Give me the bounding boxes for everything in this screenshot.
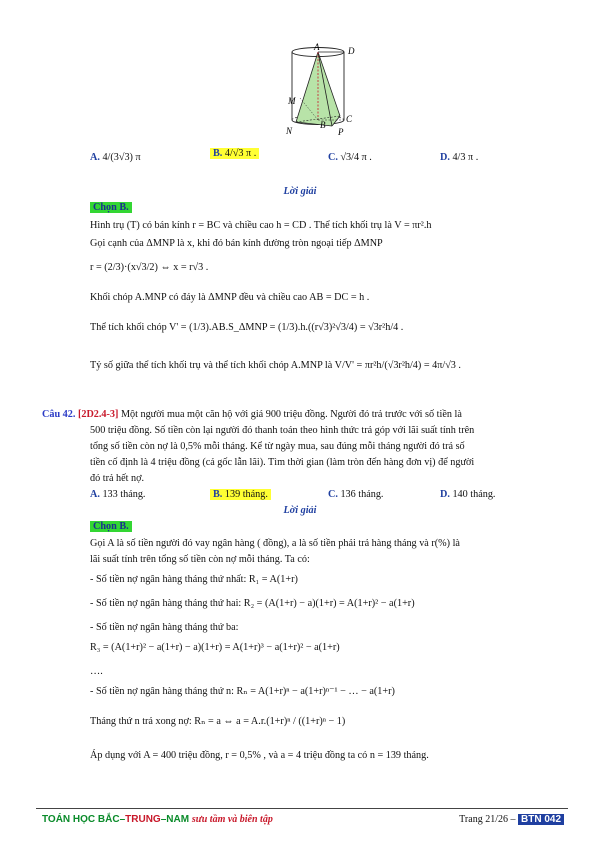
q42-line-2: lãi suất tính trên tổng số tiền còn nợ mỗi tháng. Ta có: bbox=[90, 554, 310, 565]
q41-line-6: Tỷ số giữa thể tích khối trụ và thể tích khối chóp A.MNP là V/V' = πr²h/(√3r²h/4) = 4π/√3 . bbox=[90, 360, 461, 371]
label-n: N bbox=[286, 126, 293, 136]
page-number: Trang 21/26 – bbox=[459, 814, 516, 825]
q41-option-b: B. 4/√3 π . bbox=[210, 148, 259, 159]
q42-line-8: - Số tiền nợ ngân hàng tháng thứ n: Rₙ = A(1+r)ⁿ − a(1+r)ⁿ⁻¹ − … − a(1+r) bbox=[90, 686, 395, 697]
q41-line-2: Gọi cạnh của ΔMNP là x, khi đó bán kính đường tròn ngoại tiếp ΔMNP bbox=[90, 238, 383, 249]
q41-line-4: Khối chóp A.MNP có đáy là ΔMNP đều và chiều cao AB = DC = h . bbox=[90, 292, 370, 303]
footer-page bbox=[459, 814, 564, 825]
q42-option-a: A. 133 tháng. bbox=[90, 489, 146, 500]
q42-line-1: Gọi A là số tiền người đó vay ngân hàng ( đồng), a là số tiền phải trả hàng tháng và r(%) là bbox=[90, 538, 460, 549]
cylinder-cone-figure bbox=[262, 40, 382, 140]
label-b: B bbox=[320, 120, 326, 130]
label-d: D bbox=[348, 46, 355, 56]
q42-line-5: - Số tiền nợ ngân hàng tháng thứ ba: bbox=[90, 622, 239, 633]
doc-code-badge: BTN 042 bbox=[518, 814, 564, 825]
answer-choice-q42: Chọn B. bbox=[90, 521, 132, 532]
q42-number: Câu 42. bbox=[42, 409, 76, 420]
q42-line-7: …. bbox=[90, 666, 103, 677]
q41-line-1: Hình trụ (T) có bán kính r = BC và chiều cao h = CD . Thể tích khối trụ là V = πr².h bbox=[90, 220, 432, 231]
q42-text-line-4: tiền cố định là 4 triệu đồng (cả gốc lẫn lãi). Tìm thời gian (làm tròn đến hàng đơn vị) để người bbox=[90, 457, 475, 468]
label-c: C bbox=[346, 114, 353, 124]
q42-text-line-2: 500 triệu đồng. Số tiền còn lại người đó thanh toán theo hình thức trả góp với lãi suất tính trên bbox=[90, 425, 475, 436]
q42-text-line-3: tổng số tiền còn nợ là 0,5% mỗi tháng. Kể từ ngày mua, sau đúng mỗi tháng người đó trả số bbox=[90, 441, 465, 452]
q42-line-3: - Số tiền nợ ngân hàng tháng thứ nhất: R₁ = A(1+r) bbox=[90, 574, 298, 585]
q41-line-3: r = (2/3)·(x√3/2) ⇔ x = r√3 . bbox=[90, 262, 209, 273]
q42-tag: [2D2.4-3] bbox=[77, 409, 119, 420]
label-a: A bbox=[314, 42, 320, 52]
q42-option-c: C. 136 tháng. bbox=[328, 489, 384, 500]
solution-title-q41: Lời giải bbox=[283, 186, 317, 197]
answer-choice-q41: Chọn B. bbox=[90, 202, 132, 213]
q42-line-4: - Số tiền nợ ngân hàng tháng thứ hai: R₂ = (A(1+r) − a)(1+r) = A(1+r)² − a(1+r) bbox=[90, 598, 415, 609]
q42-line-10: Áp dụng với A = 400 triệu đồng, r = 0,5% , và a = 4 triệu đồng ta có n = 139 tháng. bbox=[90, 750, 429, 761]
q42-text-line-1: Một người mua một căn hộ với giá 900 triệu đồng. Người đó trả trước với số tiền là bbox=[120, 409, 462, 420]
q42-text-line-5: đó trả hết nợ. bbox=[90, 473, 145, 484]
q41-option-c: C. √3/4 π . bbox=[328, 152, 372, 163]
q42-header bbox=[42, 409, 462, 420]
q42-option-d: D. 140 tháng. bbox=[440, 489, 496, 500]
footer-divider bbox=[36, 808, 568, 809]
footer-brand: TOÁN HỌC BẮC–TRUNG–NAM sưu tầm và biên tập bbox=[42, 814, 273, 825]
solution-title-q42: Lời giải bbox=[283, 505, 317, 516]
q42-line-6: R₃ = (A(1+r)² − a(1+r) − a)(1+r) = A(1+r)³ − a(1+r)² − a(1+r) bbox=[90, 642, 340, 653]
label-m: M bbox=[288, 96, 296, 106]
label-p: P bbox=[338, 127, 344, 137]
q42-option-b: B. 139 tháng. bbox=[210, 489, 271, 500]
q41-option-d: D. 4/3 π . bbox=[440, 152, 479, 163]
q41-line-5: Thể tích khối chóp V' = (1/3).AB.S_ΔMNP = (1/3).h.((r√3)²√3/4) = √3r²h/4 . bbox=[90, 322, 404, 333]
q42-line-9: Tháng thứ n trả xong nợ: Rₙ = a ⇔ a = A.r.(1+r)ⁿ / ((1+r)ⁿ − 1) bbox=[90, 716, 346, 727]
q41-option-a: A. 4/(3√3) π bbox=[90, 152, 141, 163]
